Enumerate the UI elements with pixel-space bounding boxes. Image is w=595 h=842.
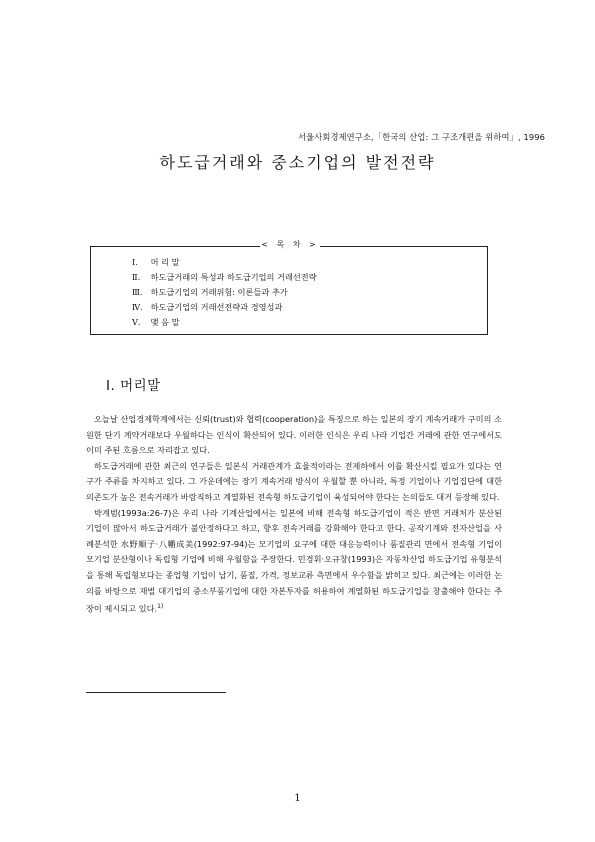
toc-item-1: [132, 255, 317, 270]
toc-item-number: Ⅲ.: [132, 287, 143, 297]
page-title: 하도급거래와 중소기업의 발전전략: [159, 153, 436, 172]
toc-item-text: 맺 음 말: [150, 317, 180, 327]
body-text: [86, 412, 502, 617]
toc-item-text: 하도급거래의 특성과 하도급기업의 거래선전략: [150, 272, 317, 282]
toc-item-text: 머 리 말: [150, 257, 180, 267]
toc-item-5: [132, 315, 317, 330]
paragraph-3: [86, 506, 502, 618]
paragraph-2: 하도급거래에 관한 최근의 연구들은 일본식 거래관계가 효율적이라는 전제하에서 이를 확산시킬 필요가 있다는 연구가 주류를 차지하고 있다. 그 가운데에는 장기 계속거래 방식이 우월할 뿐 아니라, 특정 기업이나 기업집단에 대한 의존도가 높은 전속거래가 바람직하고 계열화된 전속형 하도급기업이 육성되어야 한다는 논의들도 대거 등장해 있다.: [86, 460, 502, 502]
footnote-marker: 1): [157, 603, 164, 611]
toc-item-number: Ⅳ.: [132, 302, 143, 312]
toc-item-number: Ⅰ.: [132, 257, 138, 267]
toc-item-2: [132, 270, 317, 285]
paragraph-1: 오늘날 산업경제학계에서는 신뢰(trust)와 협력(cooperation)을 특징으로 하는 일본의 장기 계속거래가 구미의 소원한 단기 계약거래보다 우월하다는 인식이 확산되어 있다. 이러한 인식은 우리 나라 기업간 거래에 관한 연구에서도 이미 주된 흐름으로 자리잡고 있다.: [86, 414, 502, 456]
page-number: 1: [294, 793, 301, 804]
toc-list: [132, 255, 317, 330]
section-heading: Ⅰ. 머리말: [106, 378, 161, 394]
toc-item-3: [132, 285, 317, 300]
source-citation: 서울사회경제연구소,「한국의 산업: 그 구조개편을 위하여」, 1996: [297, 132, 545, 142]
footnote-rule: [86, 692, 226, 693]
toc-label: < 목 차 >: [261, 240, 319, 249]
toc-label-text: 목 차: [276, 240, 304, 249]
toc-item-text: 하도급기업의 거래위험: 이론들과 추가: [150, 287, 288, 297]
toc-item-4: [132, 300, 317, 315]
paragraph-3-text: 박계범(1993a:26-7)은 우리 나라 기계산업에서는 일본에 비해 전속형 하도급기업이 적은 반면 거래처가 분산된 기업이 많아서 하도급거래가 불안정하다고 하고, 향후 전속거래를 강화해야 한다고 한다. 공작기계와 전자산업을 사례분석한 水野順子·八幡成美(1992:97-94)는 모기업의 요구에 대한 대응능력이나 품질관리 면에서 전속형 기업이 모기업 분산형이나 독립형 기업에 비해 우월함을 주장한다. 민경휘·오규창(1993)은 자동차산업 하도급기업 유형분석을 통해 독립형보다는 종업형 기업이 납기, 품질, 가격, 정보교류 측면에서 우수함을 밝히고 있다. 최근에는 이러한 논의를 바탕으로 재벌 대기업의 중소부품기업에 대한 자본투자를 허용하여 계열화된 하도급기업을 창출해야 한다는 주장이 제시되고 있다.: [86, 507, 502, 614]
toc-item-text: 하도급기업의 거래선전략과 경영성과: [150, 302, 283, 312]
toc-item-number: Ⅱ.: [132, 272, 141, 282]
toc-item-number: Ⅴ.: [132, 317, 141, 327]
